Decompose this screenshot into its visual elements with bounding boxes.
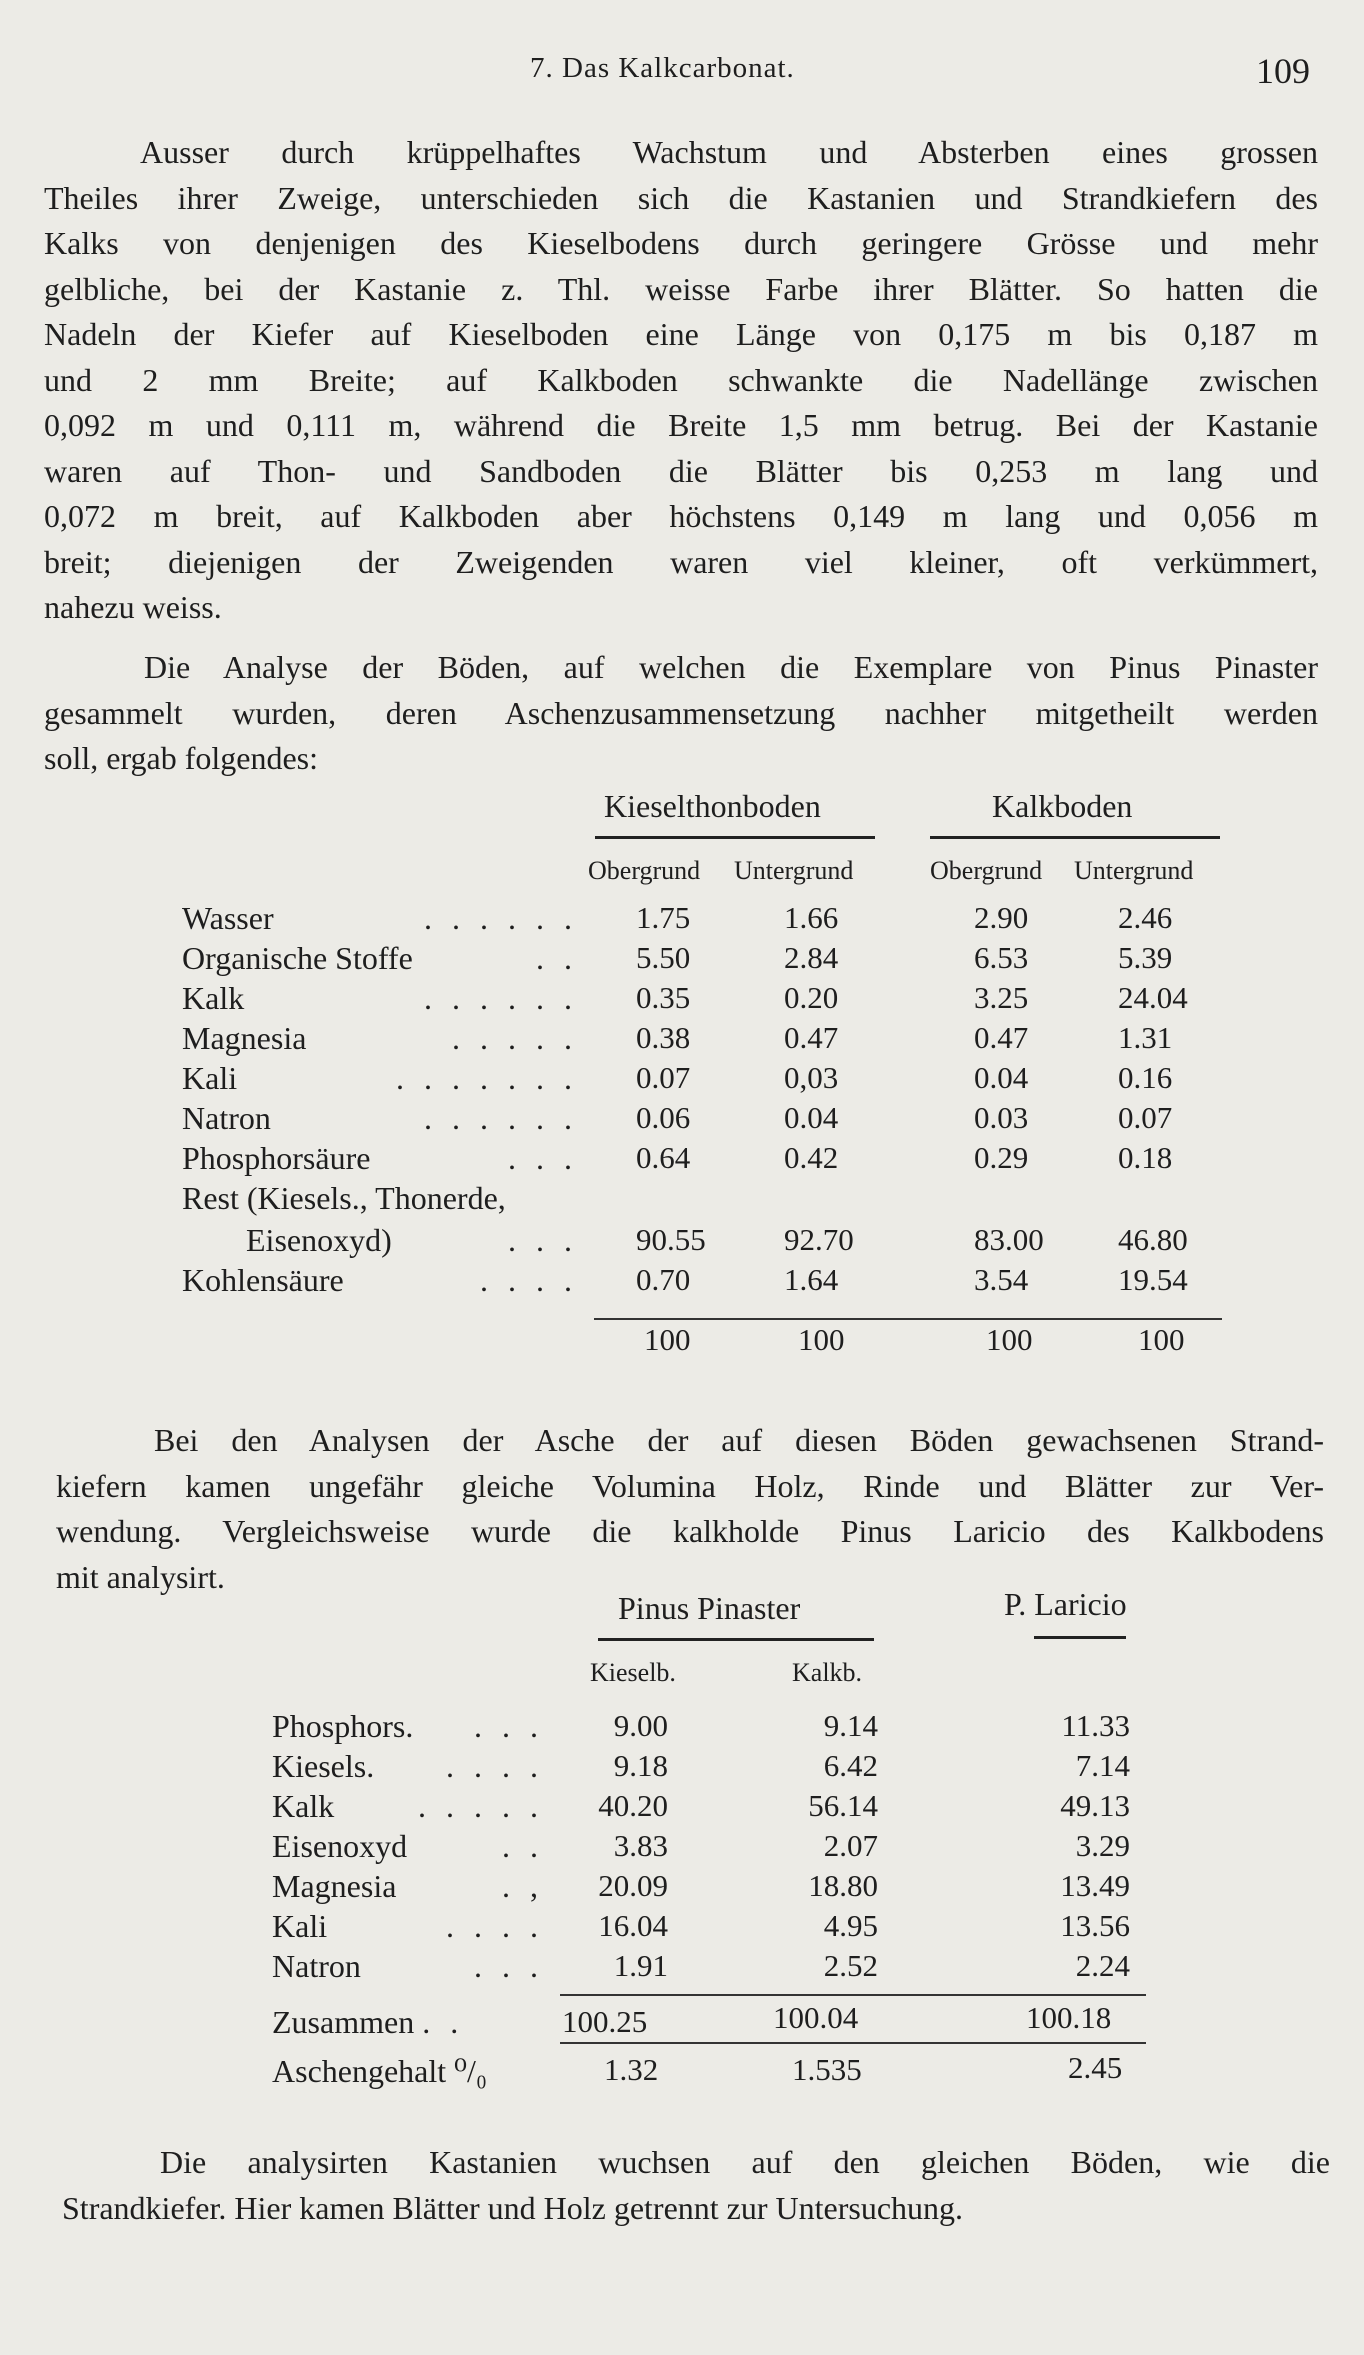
paragraph-1 [44, 130, 1318, 631]
table1-sum-rule [594, 1318, 1222, 1320]
cell-value: 0.47 [974, 1020, 1029, 1055]
brace-pinus-pinaster [598, 1638, 874, 1653]
cell-value: 6.53 [974, 940, 1029, 975]
cell-value: 2.84 [784, 940, 839, 975]
ash-content-label: Aschengehalt ⁰/₀ [272, 2053, 488, 2089]
cell-value: 2.07 [823, 1828, 878, 1863]
row-label: Kalk [182, 980, 245, 1016]
cell-value: 0.64 [636, 1140, 691, 1175]
ash-value: 1.535 [792, 2052, 862, 2087]
paragraph-2 [44, 645, 1318, 782]
row-label: Phosphors. [272, 1708, 414, 1744]
cell-value: 18.80 [808, 1868, 878, 1903]
cell-value: 3.25 [974, 980, 1029, 1015]
cell-value: 16.04 [598, 1908, 668, 1943]
text-line: Die analysirten Kastanien wuchsen auf den gleichen Böden, wie die [160, 2144, 1330, 2180]
cell-value: 1.75 [636, 900, 691, 935]
cell-value: 0.38 [636, 1020, 691, 1055]
cell-value: 6.42 [823, 1748, 878, 1783]
row-label: Eisenoxyd [272, 1828, 408, 1864]
row-label: Kohlensäure [182, 1262, 344, 1298]
cell-value: 0.29 [974, 1140, 1029, 1175]
text-line: soll, ergab folgendes: [44, 740, 319, 776]
cell-value: 0.35 [636, 980, 691, 1015]
cell-value: 40.20 [598, 1788, 668, 1823]
cell-value: 0.20 [784, 980, 839, 1015]
ash-value: 1.32 [604, 2052, 659, 2087]
cell-value: 2.46 [1118, 900, 1173, 935]
group-header-kalkboden: Kalkboden [992, 788, 1133, 824]
text-line: gelbliche, bei der Kastanie z. Thl. weisse Farbe ihrer Blätter. So hatten die [44, 270, 1318, 307]
text-line: Die Analyse der Böden, auf welchen die Exemplare von Pinus Pinaster [144, 649, 1318, 685]
cell-value: 46.80 [1118, 1222, 1188, 1257]
text-line: breit; diejenigen der Zweigenden waren viel kleiner, oft verkümmert, [44, 543, 1318, 580]
total-value: 100 [798, 1322, 845, 1357]
dot-leader: . . . . . . [424, 900, 578, 936]
row-label: Kali [182, 1060, 238, 1096]
row-label: Kali [272, 1908, 328, 1944]
group-header-pinus-pinaster: Pinus Pinaster [618, 1590, 801, 1626]
text-line: Theiles ihrer Zweige, unterschieden sich die Kastanien und Strandkiefern des [44, 179, 1318, 216]
subhead-kalkb: Kalkb. [792, 1658, 863, 1687]
cell-value: 1.64 [784, 1262, 839, 1297]
cell-value: 4.95 [823, 1908, 878, 1943]
dot-leader: . . . . . . [424, 980, 578, 1016]
page-number: 109 [1256, 51, 1310, 91]
total-value: 100 [644, 1322, 691, 1357]
row-label: Phosphorsäure [182, 1140, 371, 1176]
cell-value: 0,03 [784, 1060, 839, 1095]
ash-value: 2.45 [1068, 2050, 1123, 2085]
text-line: mit analysirt. [56, 1558, 225, 1595]
dot-leader: . . . . [446, 1748, 544, 1784]
cell-value: 0.16 [1118, 1060, 1173, 1095]
table2-sum-rule-top [560, 1994, 1146, 1996]
text-line: Kalks von denjenigen des Kieselbodens durch geringere Grösse und mehr [44, 225, 1318, 261]
subhead-kieselb: Kieselb. [590, 1658, 676, 1687]
brace-kieselthonboden [595, 836, 875, 851]
row-label: Natron [272, 1948, 361, 1984]
cell-value: 9.14 [823, 1708, 878, 1743]
brace-kalkboden [930, 836, 1220, 851]
cell-value: 9.18 [613, 1748, 668, 1783]
cell-value: 1.31 [1118, 1020, 1173, 1055]
cell-value: 13.56 [1060, 1908, 1130, 1943]
brace-p-laricio [1034, 1636, 1126, 1651]
cell-value: 56.14 [808, 1788, 878, 1823]
row-label: Kiesels. [272, 1748, 375, 1784]
dot-leader: . . . . [446, 1908, 544, 1944]
text-line: und 2 mm Breite; auf Kalkboden schwankte die Nadellänge zwischen [44, 361, 1318, 398]
cell-value: 0.06 [636, 1100, 691, 1135]
table2-sum-rule-bottom [560, 2042, 1146, 2044]
dot-leader: . . . . . . . [396, 1060, 578, 1096]
cell-value: 3.29 [1075, 1828, 1130, 1863]
dot-leader: . . . . . . [424, 1100, 578, 1136]
dot-leader: . . [502, 1828, 544, 1864]
total-value: 100 [986, 1322, 1033, 1357]
cell-value: 0.70 [636, 1262, 691, 1297]
text-line: Strandkiefer. Hier kamen Blätter und Holz getrennt zur Untersuchung. [62, 2189, 964, 2226]
cell-value: 0.47 [784, 1020, 839, 1055]
text-line: kiefern kamen ungefähr gleiche Volumina Holz, Rinde und Blätter zur Ver- [56, 1467, 1324, 1504]
cell-value: 11.33 [1061, 1708, 1130, 1743]
dot-leader: . . . [508, 1222, 578, 1258]
row-label: Magnesia [272, 1868, 397, 1904]
cell-value: 0.04 [784, 1100, 839, 1135]
cell-value: 0.18 [1118, 1140, 1173, 1175]
cell-value: 3.83 [613, 1828, 668, 1863]
cell-value: 0.07 [1118, 1100, 1173, 1135]
cell-value: 1.91 [613, 1948, 668, 1983]
cell-value: 2.52 [823, 1948, 878, 1983]
text-line: gesammelt wurden, deren Aschenzusammensetzung nachher mitgetheilt werden [44, 694, 1318, 731]
running-header [0, 46, 1364, 96]
group-header-p-laricio: P. Laricio [1004, 1586, 1127, 1622]
dot-leader: . . . [474, 1708, 544, 1744]
total-value: 100.04 [773, 2000, 859, 2035]
row-label: Kalk [272, 1788, 335, 1824]
cell-value: 2.90 [974, 900, 1029, 935]
cell-value: 92.70 [784, 1222, 854, 1257]
dot-leader: . . [536, 940, 578, 976]
paragraph-3 [56, 1418, 1324, 1600]
cell-value: 90.55 [636, 1222, 706, 1257]
chapter-title: 7. Das Kalkcarbonat. [530, 52, 795, 84]
subhead-untergrund-2: Untergrund [1074, 856, 1194, 885]
cell-value: 7.14 [1075, 1748, 1130, 1783]
dot-leader: . . . . . [418, 1788, 544, 1824]
cell-value: 83.00 [974, 1222, 1044, 1257]
text-line: Bei den Analysen der Asche der auf diesen Böden gewachsenen Strand- [154, 1422, 1324, 1458]
text-line: Nadeln der Kiefer auf Kieselboden eine Länge von 0,175 m bis 0,187 m [44, 316, 1318, 352]
row-label: Natron [182, 1100, 271, 1136]
text-line: waren auf Thon- und Sandboden die Blätter bis 0,253 m lang und [44, 452, 1318, 489]
cell-value: 0.03 [974, 1100, 1029, 1135]
paragraph-4 [62, 2140, 1330, 2231]
row-label: Rest (Kiesels., Thonerde, [182, 1180, 506, 1216]
cell-value: 20.09 [598, 1868, 668, 1903]
cell-value: 0.42 [784, 1140, 839, 1175]
subhead-obergrund-2: Obergrund [930, 856, 1043, 885]
row-label: Organische Stoffe [182, 940, 413, 976]
cell-value: 19.54 [1118, 1262, 1188, 1297]
row-label: Magnesia [182, 1020, 307, 1056]
cell-value: 1.66 [784, 900, 839, 935]
row-label: Wasser [182, 900, 274, 936]
cell-value: 0.04 [974, 1060, 1029, 1095]
text-line: Ausser durch krüppelhaftes Wachstum und Absterben eines grossen [140, 134, 1318, 170]
text-line: 0,092 m und 0,111 m, während die Breite 1,5 mm betrug. Bei der Kastanie [44, 407, 1318, 443]
dot-leader: . . . . . [452, 1020, 578, 1056]
row-label: Eisenoxyd) [246, 1222, 392, 1258]
text-line: nahezu weiss. [44, 589, 222, 625]
subhead-untergrund-1: Untergrund [734, 856, 854, 885]
text-line: wendung. Vergleichsweise wurde die kalkholde Pinus Laricio des Kalkbodens [56, 1513, 1324, 1549]
cell-value: 24.04 [1118, 980, 1188, 1015]
total-label: Zusammen . . [272, 2004, 465, 2040]
group-header-kieselthonboden: Kieselthonboden [604, 788, 821, 824]
cell-value: 0.07 [636, 1060, 691, 1095]
text-line: 0,072 m breit, auf Kalkboden aber höchstens 0,149 m lang und 0,056 m [44, 498, 1318, 534]
cell-value: 13.49 [1060, 1868, 1130, 1903]
cell-value: 5.50 [636, 940, 691, 975]
total-value: 100 [1138, 1322, 1185, 1357]
dot-leader: . , [502, 1868, 544, 1904]
cell-value: 3.54 [974, 1262, 1029, 1297]
dot-leader: . . . . [480, 1262, 578, 1298]
cell-value: 49.13 [1060, 1788, 1130, 1823]
cell-value: 5.39 [1118, 940, 1173, 975]
total-value: 100.25 [562, 2004, 648, 2039]
dot-leader: . . . [508, 1140, 578, 1176]
dot-leader: . . . [474, 1948, 544, 1984]
subhead-obergrund-1: Obergrund [588, 856, 701, 885]
cell-value: 9.00 [613, 1708, 668, 1743]
total-value: 100.18 [1026, 2000, 1112, 2035]
cell-value: 2.24 [1075, 1948, 1130, 1983]
